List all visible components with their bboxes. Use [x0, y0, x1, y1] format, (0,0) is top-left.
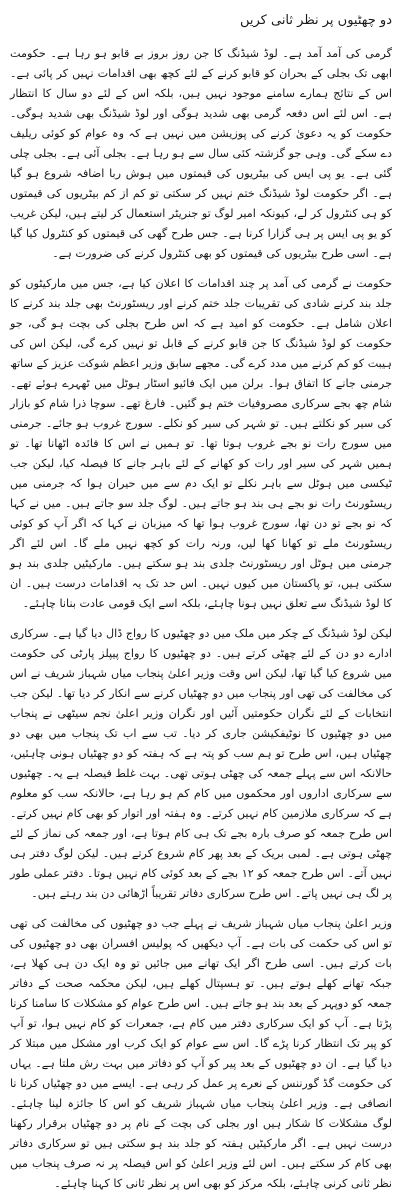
article-paragraph-1: گرمی کی آمد آمد ہے۔ لوڈ شیڈنگ کا جن روز بروز بے قابو ہو رہا ہے۔ حکومت ابھی تک بجلی کے بحران کو قابو کرنے کے لئے کچھ بھی اقدامات نہیں کر پائی ہے۔ اس کے نتائج ہمارے سامنے موجود نہیں ہیں، بلکہ اس کے لئے دو سال کا انتظار ہے۔ اس لئے اس دفعہ گرمی بھی شدید ہوگی اور لوڈ شیڈنگ بھی شدید ہوگی۔ حکومت کو یہ دعویٰ کرنے کی پوزیشن میں نہیں ہے کہ وہ عوام کو کوئی ریلیف دے سکے گی۔ وہی جو گزشتہ کئی سال سے ہو رہا ہے۔ بجلی آئی ہے۔ بجلی چلی گئی ہے۔ یو پی ایس کی بیٹریوں کی قیمتوں میں ہوش ربا اضافہ شروع ہو گیا ہے۔ اگر حکومت لوڈ شیڈنگ ختم نہیں کر سکتی تو کم از کم بیٹریوں کی قیمتوں کو ہی کنٹرول کر لے، کیونکہ امیر لوگ تو جنریٹر استعمال کر لیتے ہیں، لیکن غریب کو یو پی ایس پر ہی گزارا کرنا ہے۔ جس طرح گھی کی قیمتوں کو کنٹرول کیا گیا ہے۔ اسی طرح بیٹریوں کی قیمتوں کو بھی کنٹرول کرنے کی ضرورت ہے۔ [10, 47, 392, 260]
article-paragraph-2: حکومت نے گرمی کی آمد پر چند اقدامات کا اعلان کیا ہے، جس میں مارکیٹوں کو جلد بند کرنے شادی کی تقریبات جلد ختم کرنے اور ریسٹورنٹ بھی جلد بند کرنے کا اعلان شامل ہے۔ حکومت کو امید ہے کہ اس طرح بجلی کی بچت ہو گی، جو حکومت کو لوڈ شیڈنگ کا جن قابو کرنے کے قابل تو نہیں کرے گی، لیکن اس کی ہیبت کو کم کرنے میں مدد کرے گی۔ مجھے سابق وزیر اعظم شوکت عزیز کے ساتھ جرمنی جانے کا اتفاق ہوا۔ برلن میں ایک فائیو اسٹار ہوٹل میں ٹھہرے ہوئے تھے۔ شام چھ بجے سرکاری مصروفیات ختم ہو گئیں۔ فارغ تھے۔ سوچا ذرا شام کو بازار کی سیر کو نکلتے ہیں۔ تو شہر کی سیر کو نکلے۔ سورج غروب ہو جائے۔ جرمنی میں سورج رات نو بجے غروب ہوتا تھا۔ تو ہمیں نے اس کا فائدہ اٹھانا تھا۔ تو ہمیں شہر کی سیر اور رات کو کھانے کے لئے باہر جانے کا فیصلہ کیا، لیکن جب ٹیکسی میں ہوٹل سے باہر نکلے تو ایک دم سے میں حیران ہوا کہ جرمنی میں ریسٹورنٹ رات نو بجے ہی بند ہو جاتے ہیں۔ لوگ جلد سو جاتے ہیں۔ میں نے کہا کہ نو بجے تو دن تھا، سورج غروب ہوا تھا کہ میزبان نے کہا کہ اگر آپ کو کوئی ریسٹورنٹ ملے تو کھانا کھا لیں، ورنہ رات کو کچھ نہیں ملے گا۔ اس لئے اگر جرمنی میں ہوٹل اور ریسٹورنٹ جلدی بند ہو سکتے ہیں۔ مارکیٹیں جلدی بند ہو سکتی ہیں، تو پاکستان میں کیوں نہیں۔ اس حد تک یہ اقدامات درست ہیں۔ ان کا لوڈ شیڈنگ سے تعلق نہیں ہونا چاہئے، بلکہ اسے ایک قومی عادت بنانا چاہئے۔ [10, 277, 392, 610]
article-paragraph-3: لیکن لوڈ شیڈنگ کے چکر میں ملک میں دو چھٹیوں کا رواج ڈال دیا گیا ہے۔ سرکاری ادارے دو دن کے لئے چھٹی کرتے ہیں۔ دو چھٹیوں کا رواج پیپلز پارٹی کی حکومت میں شروع کیا گیا تھا، لیکن اس وقت وزیر اعلیٰ پنجاب میاں شہباز شریف نے اس کی مخالفت کی تھی اور پنجاب میں دو چھٹیاں کرنے سے انکار کر دیا تھا۔ لیکن جب انتخابات کے لئے نگران حکومتیں آئیں اور نگران وزیر اعلیٰ نجم سیٹھی نے پنجاب میں دو چھٹیوں کا نوٹیفکیشن جاری کر دیا۔ تب سے اب تک پنجاب میں بھی دو چھٹیاں ہیں، اس طرح تو ہم سب کو پتہ ہے کہ ہفتہ کو دو چھٹیاں ہونی چاہئیں، حالانکہ اس سے پہلے جمعہ کی چھٹی ہوتی تھی۔ بہت غلط فیصلہ ہے یہ۔ چھٹیوں سے سرکاری اداروں اور محکموں میں کام کم ہو رہا ہے، حالانکہ سب کو معلوم ہے کہ سرکاری ملازمین کام نہیں کرتے۔ وہ ہفتہ اور اتوار کو بھی کام نہیں کرتے۔ اس طرح جمعہ کو صرف بارہ بجے تک ہی کام ہوتا ہے، اور جمعہ کی نماز کے لئے چھٹی ہوتی ہے۔ لمبی بریک کے بعد پھر کام شروع کرتے ہیں۔ لیکن لوگ دفتر ہی نہیں آتے۔ اس طرح جمعہ کو ۱۲ بجے کے بعد کوئی کام نہیں ہوتا۔ دفتر عملی طور پر لگ ہی نہیں پاتے۔ اس طرح سرکاری دفاتر تقریباً اڑھائی دن بند رہتے ہیں۔ [10, 627, 392, 900]
article-title: دو چھٹیوں پر نظر ثانی کریں [239, 13, 392, 28]
article-paragraph-4: وزیر اعلیٰ پنجاب میاں شہباز شریف نے پہلے جب دو چھٹیوں کی مخالفت کی تھی تو اس کی حکمت کی بات ہے۔ آپ دیکھیں کہ پولیس افسران بھی دو چھٹیوں کی بات کرتے ہیں۔ اسی طرح اگر ایک تھانے میں جائیں تو وہ ایک دن ہی کھلا ہے، جبکہ تھانے کھلے ہوتے ہیں۔ تو ہسپتال کھلے ہیں، لیکن محکمہ صحت کے دفاتر جمعہ کو دوپہر کے بعد بند ہو جاتے ہیں۔ اس طرح عوام کو مشکلات کا سامنا کرنا پڑتا ہے۔ آپ کو ایک سرکاری دفتر میں کام ہے، جمعرات کو کام نہیں ہوا، تو آپ کو پیر تک انتظار کرنا پڑے گا۔ اس سے عوام کو ایک کرب اور مشکل میں مبتلا کر دیا گیا ہے۔ ان دو چھٹیوں کے بعد پیر کو آپ کو دفاتر میں بہت رش ملتا ہے۔ یہاں کی حکومت گڈ گورننس کے نعرے پر عمل کر رہی ہے۔ ایسے میں دو چھٹیاں کرنا نا انصافی ہے۔ وزیر اعلیٰ پنجاب میاں شہباز شریف کو اس کا جائزہ لینا چاہئے۔ لوگ مشکلات کا شکار ہیں اور بجلی کی بچت کے نام پر دو چھٹیاں برقرار رکھنا درست نہیں ہے۔ اگر مارکیٹیں ہفتہ کو جلد بند ہو سکتی ہیں تو سرکاری دفاتر بھی کام کر سکتے ہیں۔ اس لئے وزیر اعلیٰ کو اس فیصلہ پر نہ صرف پنجاب میں نظر ثانی کرنی چاہئے، بلکہ مرکز کو بھی اس پر نظر ثانی کا کہنا چاہئے۔ [10, 917, 392, 1190]
